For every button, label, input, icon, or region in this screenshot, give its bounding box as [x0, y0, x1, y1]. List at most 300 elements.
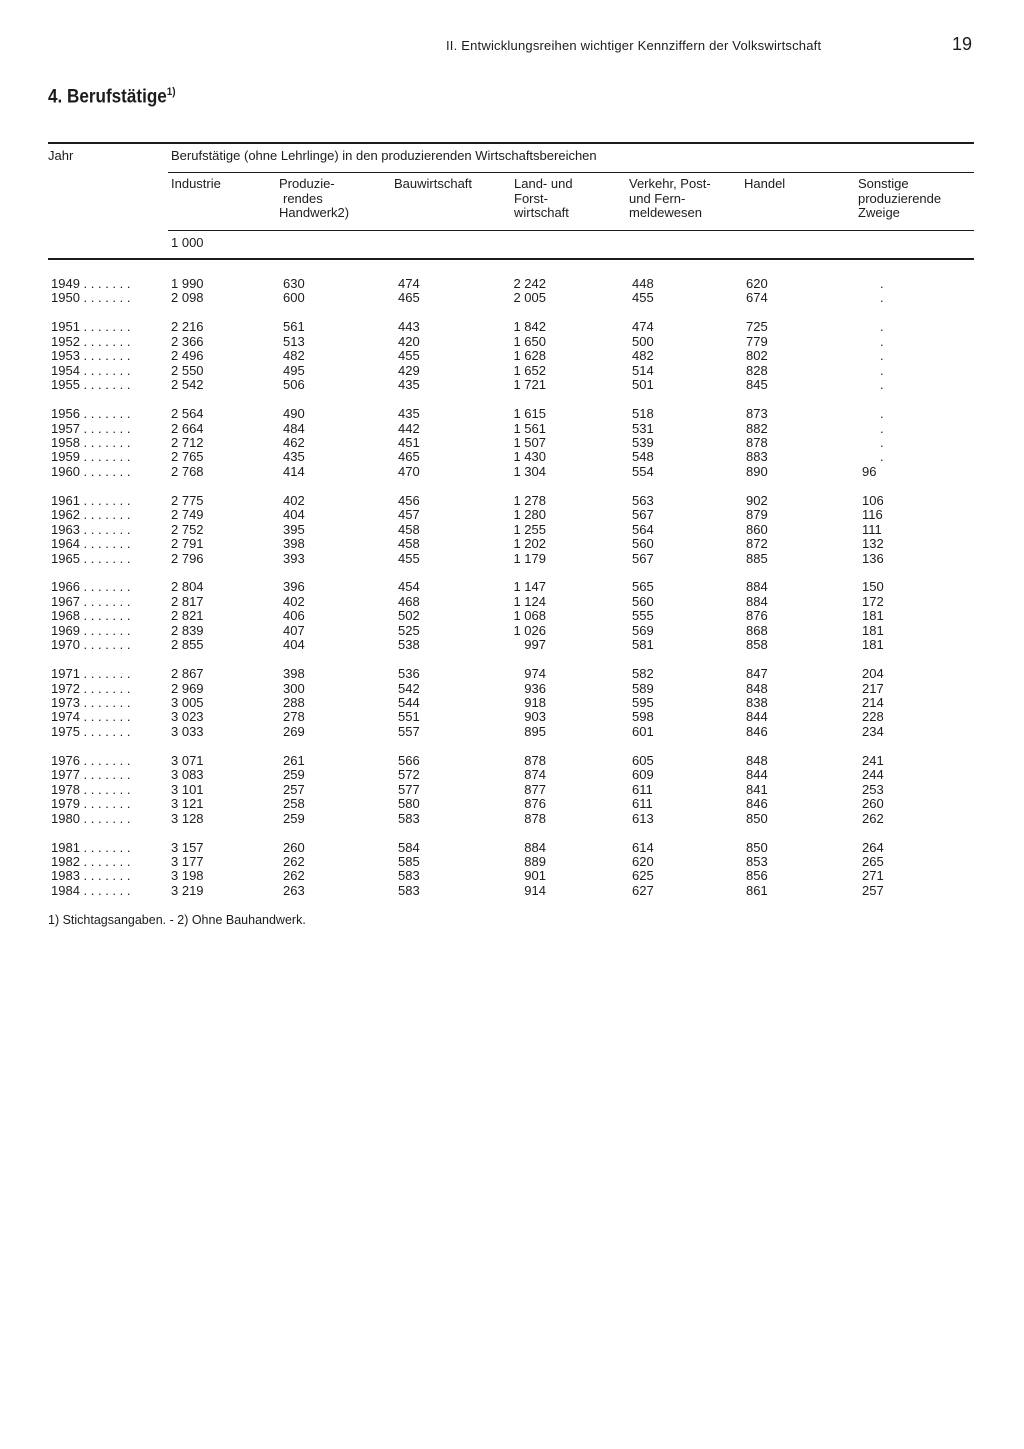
value-cell: 271: [862, 868, 884, 884]
year-value: 1981: [51, 840, 80, 855]
value-cell: 442: [398, 420, 420, 436]
value-cell: 465: [398, 449, 420, 465]
value-cell: 3 177: [171, 853, 204, 869]
dot-leader: . . . . . . .: [79, 551, 131, 566]
year-value: 1960: [51, 464, 80, 479]
value-cell: 725: [746, 319, 768, 335]
year-cell: [51, 667, 169, 681]
value-cell: 567: [632, 550, 654, 566]
dot-leader: . . . . . . .: [79, 464, 131, 479]
column-header: [171, 177, 221, 192]
row-group: [0, 494, 1024, 566]
column-header-line: Sonstige: [858, 176, 909, 191]
dot-leader: . . . . . . .: [79, 320, 131, 335]
value-cell: 2 712: [171, 434, 204, 450]
page-number: 19: [951, 34, 972, 54]
year-cell: [51, 320, 169, 334]
value-cell: 106: [862, 492, 884, 508]
value-cell: 181: [862, 608, 884, 624]
value-cell: 878: [524, 752, 546, 768]
table-row: [0, 277, 1024, 291]
row-group: [0, 277, 1024, 306]
value-cell: 779: [746, 333, 768, 349]
running-head: II. Entwicklungsreihen wichtiger Kennziffern der Volkswirtschaft: [446, 38, 822, 53]
value-cell: 1 628: [513, 348, 546, 364]
value-cell: 3 023: [171, 709, 204, 725]
year-cell: [51, 638, 169, 652]
table-row: [0, 783, 1024, 797]
value-cell: 903: [524, 709, 546, 725]
year-value: 1952: [51, 334, 80, 349]
value-cell: 217: [862, 680, 884, 696]
value-cell: 116: [862, 507, 883, 523]
table-row: [0, 580, 1024, 594]
value-cell: 457: [398, 507, 420, 523]
value-cell: 557: [398, 723, 420, 739]
value-cell: 583: [398, 810, 420, 826]
value-cell: 3 083: [171, 767, 204, 783]
dot-leader: . . . . . . .: [79, 623, 131, 638]
table-row: [0, 320, 1024, 334]
value-cell: 458: [398, 536, 420, 552]
value-cell: 2 242: [513, 276, 546, 291]
value-cell: 531: [632, 420, 654, 436]
value-cell: 1 304: [513, 463, 546, 479]
value-cell: 581: [632, 637, 654, 653]
value-cell: 879: [746, 507, 768, 523]
value-cell: 1 124: [513, 593, 546, 609]
year-value: 1976: [51, 753, 80, 768]
value-cell: 856: [746, 868, 768, 884]
value-cell: .: [880, 420, 884, 436]
table-title-text: 4. Berufstätige: [48, 86, 167, 108]
value-cell: 828: [746, 362, 768, 378]
row-group: [0, 841, 1024, 899]
value-cell: 572: [398, 767, 420, 783]
value-cell: 850: [746, 839, 768, 855]
value-cell: 395: [283, 521, 305, 537]
dot-leader: . . . . . . .: [79, 421, 131, 436]
value-cell: 414: [283, 463, 305, 479]
value-cell: 838: [746, 695, 768, 710]
value-cell: 860: [746, 521, 768, 537]
column-header-line: Forst-: [514, 190, 548, 206]
dot-leader: . . . . . . .: [79, 854, 131, 869]
year-cell: [51, 364, 169, 378]
year-cell: [51, 768, 169, 782]
year-value: 1984: [51, 883, 80, 898]
value-cell: 458: [398, 521, 420, 537]
table-row: [0, 335, 1024, 349]
table-row: [0, 797, 1024, 811]
rule-header-sub: [168, 172, 974, 173]
year-value: 1970: [51, 638, 80, 653]
row-group: [0, 407, 1024, 479]
value-cell: 2 542: [171, 377, 204, 393]
value-cell: 495: [283, 362, 305, 378]
year-cell: [51, 696, 169, 710]
value-cell: 582: [632, 666, 654, 682]
value-cell: 278: [283, 709, 305, 725]
value-cell: .: [880, 377, 884, 393]
value-cell: 997: [524, 637, 546, 653]
column-header: [514, 177, 573, 221]
year-value: 1958: [51, 435, 80, 450]
value-cell: 1 615: [513, 406, 546, 422]
table-row: [0, 364, 1024, 378]
value-cell: 2 817: [171, 593, 204, 609]
value-cell: 841: [746, 781, 768, 797]
year-cell: [51, 537, 169, 551]
year-value: 1982: [51, 854, 80, 869]
year-cell: [51, 277, 169, 291]
value-cell: 544: [398, 695, 420, 710]
year-value: 1979: [51, 797, 80, 812]
year-value: 1964: [51, 537, 80, 552]
value-cell: 877: [524, 781, 546, 797]
column-header-line: Handel: [744, 176, 786, 191]
value-cell: 404: [283, 507, 305, 523]
value-cell: 456: [398, 492, 420, 508]
column-header-line: meldewesen: [629, 205, 702, 220]
year-cell: [51, 465, 169, 479]
year-cell: [51, 624, 169, 638]
table-row: [0, 407, 1024, 421]
value-cell: 1 430: [513, 449, 546, 465]
value-cell: 468: [398, 593, 420, 609]
year-value: 1959: [51, 450, 80, 465]
year-cell: [51, 378, 169, 392]
year-cell: [51, 508, 169, 522]
table-row: [0, 595, 1024, 609]
column-header: [279, 177, 349, 221]
value-cell: 853: [746, 853, 768, 869]
value-cell: 111: [862, 521, 882, 537]
value-cell: 1 068: [513, 608, 546, 624]
year-cell: [51, 884, 169, 898]
year-cell: [51, 436, 169, 450]
table-row: [0, 869, 1024, 883]
value-cell: 435: [398, 406, 420, 422]
dot-leader: . . . . . . .: [79, 768, 131, 783]
value-cell: 580: [398, 796, 420, 812]
value-cell: 611: [632, 781, 653, 797]
value-cell: 876: [524, 796, 546, 812]
value-cell: 288: [283, 695, 305, 710]
value-cell: 262: [283, 853, 305, 869]
year-cell: [51, 797, 169, 811]
value-cell: 451: [398, 434, 420, 450]
value-cell: 882: [746, 420, 768, 436]
dot-leader: . . . . . . .: [79, 363, 131, 378]
value-cell: 583: [398, 882, 420, 898]
value-cell: 257: [283, 781, 305, 797]
dot-leader: . . . . . . .: [79, 580, 131, 595]
value-cell: 848: [746, 752, 768, 768]
value-cell: 257: [862, 882, 884, 898]
value-cell: 1 255: [513, 521, 546, 537]
value-cell: 465: [398, 290, 420, 306]
value-cell: 595: [632, 695, 654, 710]
value-cell: 2 564: [171, 406, 204, 422]
dot-leader: . . . . . . .: [79, 724, 131, 739]
value-cell: 878: [746, 434, 768, 450]
value-cell: 846: [746, 723, 768, 739]
value-cell: 539: [632, 434, 654, 450]
table-row: [0, 494, 1024, 508]
value-cell: 567: [632, 507, 654, 523]
value-cell: 262: [862, 810, 884, 826]
rule-top: [48, 142, 974, 144]
value-cell: .: [880, 276, 884, 291]
year-cell: [51, 580, 169, 594]
value-cell: 398: [283, 666, 305, 682]
value-cell: 455: [398, 550, 420, 566]
dot-leader: . . . . . . .: [79, 277, 131, 291]
column-header-line: produzierende: [858, 190, 942, 206]
value-cell: 2 496: [171, 348, 204, 364]
footnote: 1) Stichtagsangaben. - 2) Ohne Bauhandwerk.: [48, 913, 306, 927]
table-row: [0, 841, 1024, 855]
value-cell: 1 842: [513, 319, 546, 335]
value-cell: 462: [283, 434, 305, 450]
year-cell: [51, 335, 169, 349]
value-cell: 861: [746, 882, 768, 898]
value-cell: 1 507: [513, 434, 546, 450]
value-cell: 620: [746, 276, 768, 291]
year-cell: [51, 450, 169, 464]
column-header-line: Zweige: [858, 205, 900, 220]
value-cell: 1 721: [513, 377, 546, 393]
value-cell: 555: [632, 608, 654, 624]
unit-label: 1 000: [171, 235, 204, 250]
table-body: [0, 277, 1024, 913]
table-row: [0, 465, 1024, 479]
value-cell: 500: [632, 333, 654, 349]
column-header-line: wirtschaft: [514, 205, 569, 220]
value-cell: 261: [283, 752, 305, 768]
value-cell: 3 071: [171, 752, 204, 768]
value-cell: .: [880, 348, 884, 364]
value-cell: 2 796: [171, 550, 204, 566]
rule-unit-sub: [168, 230, 974, 231]
value-cell: 605: [632, 752, 654, 768]
year-cell: [51, 609, 169, 623]
value-cell: 514: [632, 362, 654, 378]
year-value: 1977: [51, 768, 80, 783]
value-cell: 2 855: [171, 637, 204, 653]
table-row: [0, 609, 1024, 623]
year-value: 1961: [51, 493, 80, 508]
value-cell: 393: [283, 550, 305, 566]
value-cell: 858: [746, 637, 768, 653]
year-value: 1972: [51, 681, 80, 696]
value-cell: 1 179: [513, 550, 546, 566]
dot-leader: . . . . . . .: [79, 522, 131, 537]
value-cell: 402: [283, 492, 305, 508]
value-cell: 396: [283, 579, 305, 595]
value-cell: 868: [746, 622, 768, 638]
value-cell: .: [880, 434, 884, 450]
dot-leader: . . . . . . .: [79, 291, 131, 306]
year-cell: [51, 494, 169, 508]
value-cell: 895: [524, 723, 546, 739]
table-row: [0, 682, 1024, 696]
value-cell: 264: [862, 839, 884, 855]
column-header-line: Handwerk2): [279, 205, 350, 220]
value-cell: 2 768: [171, 463, 204, 479]
value-cell: 583: [398, 868, 420, 884]
year-value: 1969: [51, 623, 80, 638]
year-cell: [51, 595, 169, 609]
table-title: [48, 86, 176, 108]
value-cell: 802: [746, 348, 768, 364]
column-header: [629, 177, 711, 221]
value-cell: 536: [398, 666, 420, 682]
value-cell: 2 867: [171, 666, 204, 682]
dot-leader: . . . . . . .: [79, 334, 131, 349]
value-cell: 258: [283, 796, 305, 812]
value-cell: .: [880, 449, 884, 465]
value-cell: 1 026: [513, 622, 546, 638]
value-cell: 300: [283, 680, 305, 696]
value-cell: 1 990: [171, 276, 204, 291]
table-row: [0, 884, 1024, 898]
value-cell: 845: [746, 377, 768, 393]
value-cell: 2 969: [171, 680, 204, 696]
dot-leader: . . . . . . .: [79, 594, 131, 609]
value-cell: 589: [632, 680, 654, 696]
value-cell: 850: [746, 810, 768, 826]
value-cell: .: [880, 333, 884, 349]
table-row: [0, 754, 1024, 768]
dot-leader: . . . . . . .: [79, 349, 131, 364]
value-cell: 883: [746, 449, 768, 465]
year-header: Jahr: [48, 148, 74, 163]
value-cell: 914: [524, 882, 546, 898]
dot-leader: . . . . . . .: [79, 508, 131, 523]
value-cell: 263: [283, 882, 305, 898]
value-cell: 538: [398, 637, 420, 653]
dot-leader: . . . . . . .: [79, 696, 131, 710]
row-group: [0, 320, 1024, 392]
value-cell: 482: [632, 348, 654, 364]
year-cell: [51, 754, 169, 768]
year-value: 1962: [51, 508, 80, 523]
value-cell: 172: [862, 593, 884, 609]
value-cell: 625: [632, 868, 654, 884]
value-cell: 435: [283, 449, 305, 465]
table-row: [0, 422, 1024, 436]
column-header: [394, 177, 472, 192]
value-cell: 443: [398, 319, 420, 335]
value-cell: 609: [632, 767, 654, 783]
value-cell: 560: [632, 593, 654, 609]
dot-leader: . . . . . . .: [79, 883, 131, 898]
value-cell: 3 128: [171, 810, 204, 826]
value-cell: 876: [746, 608, 768, 624]
value-cell: 566: [398, 752, 420, 768]
year-cell: [51, 291, 169, 305]
value-cell: 455: [632, 290, 654, 306]
value-cell: 150: [862, 579, 884, 595]
value-cell: 563: [632, 492, 654, 508]
value-cell: 1 147: [513, 579, 546, 595]
value-cell: 228: [862, 709, 884, 725]
table-row: [0, 855, 1024, 869]
value-cell: 847: [746, 666, 768, 682]
value-cell: 2 749: [171, 507, 204, 523]
year-value: 1971: [51, 667, 80, 682]
value-cell: 3 005: [171, 695, 204, 710]
column-header: [858, 177, 941, 221]
column-header-line: Verkehr, Post-: [629, 176, 711, 191]
value-cell: 2 005: [513, 290, 546, 306]
value-cell: 2 550: [171, 362, 204, 378]
value-cell: 518: [632, 406, 654, 422]
year-cell: [51, 682, 169, 696]
value-cell: 584: [398, 839, 420, 855]
value-cell: 265: [862, 853, 884, 869]
row-group: [0, 667, 1024, 739]
value-cell: 601: [632, 723, 654, 739]
value-cell: 542: [398, 680, 420, 696]
value-cell: 2 664: [171, 420, 204, 436]
value-cell: 564: [632, 521, 654, 537]
value-cell: 490: [283, 406, 305, 422]
value-cell: 844: [746, 709, 768, 725]
value-cell: 1 650: [513, 333, 546, 349]
value-cell: .: [880, 319, 884, 335]
value-cell: 885: [746, 550, 768, 566]
value-cell: .: [880, 362, 884, 378]
value-cell: 2 804: [171, 579, 204, 595]
value-cell: 569: [632, 622, 654, 638]
value-cell: 561: [283, 319, 305, 335]
value-cell: 2 791: [171, 536, 204, 552]
rule-bottom: [48, 258, 974, 260]
value-cell: 874: [524, 767, 546, 783]
value-cell: 844: [746, 767, 768, 783]
title-footnote-mark: 1): [166, 86, 176, 98]
value-cell: 262: [283, 868, 305, 884]
table-row: [0, 436, 1024, 450]
dot-leader: . . . . . . .: [79, 681, 131, 696]
value-cell: 2 775: [171, 492, 204, 508]
value-cell: 551: [398, 709, 420, 725]
value-cell: 214: [862, 695, 884, 710]
group-header: Berufstätige (ohne Lehrlinge) in den produzierenden Wirtschaftsbereichen: [171, 148, 597, 163]
value-cell: 548: [632, 449, 654, 465]
value-cell: 614: [632, 839, 654, 855]
value-cell: 402: [283, 593, 305, 609]
dot-leader: . . . . . . .: [79, 493, 131, 508]
dot-leader: . . . . . . .: [79, 797, 131, 812]
year-value: 1956: [51, 407, 80, 422]
table-row: [0, 552, 1024, 566]
value-cell: 2 752: [171, 521, 204, 537]
table-row: [0, 508, 1024, 522]
column-header-line: Produzie-: [279, 176, 335, 191]
value-cell: 554: [632, 463, 654, 479]
value-cell: 506: [283, 377, 305, 393]
dot-leader: . . . . . . .: [79, 869, 131, 884]
year-value: 1954: [51, 363, 80, 378]
year-value: 1957: [51, 421, 80, 436]
year-cell: [51, 710, 169, 724]
value-cell: 848: [746, 680, 768, 696]
column-header-line: rendes: [283, 190, 323, 206]
